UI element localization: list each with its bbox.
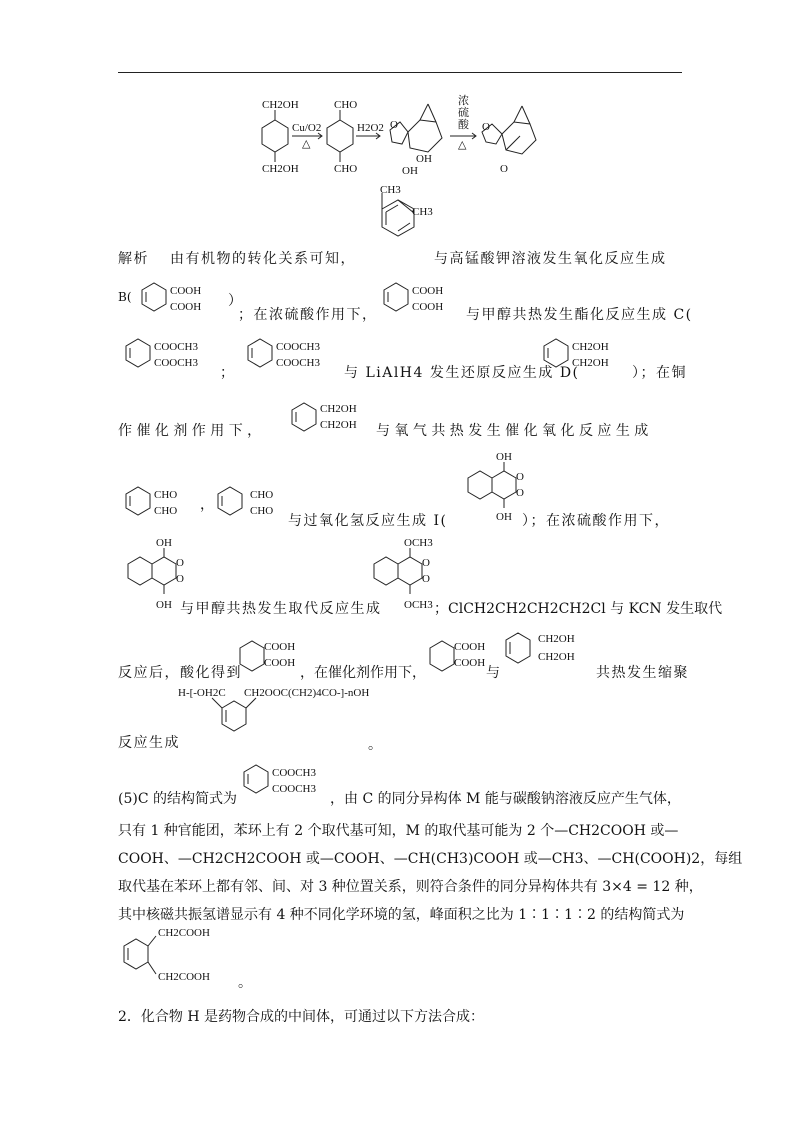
line2-text-a: ；在浓硫酸作用下， — [238, 307, 378, 323]
polymer-left: H-[-OH2C — [178, 687, 226, 699]
polyester-structure — [172, 684, 392, 744]
analysis-label: 解析 — [118, 251, 149, 267]
och3-bottom: OCH3 — [404, 599, 433, 611]
line7-text-c: 与 — [486, 665, 500, 681]
cooch3-2: COOCH3 — [276, 357, 321, 369]
part5-end: 。 — [238, 975, 252, 991]
line7-text-b: ，在催化剂作用下， — [300, 665, 426, 681]
b-prefix: B( — [118, 290, 132, 304]
line7-text-a: 反应后，酸化得到 — [118, 665, 242, 681]
part5-line1-b: ，由 C 的同分异构体 M 能与碳酸钠溶液反应产生气体， — [330, 791, 681, 807]
cho-1: CHO — [154, 489, 178, 501]
line5-text-c: ）；在浓硫酸作用下， — [522, 513, 670, 529]
question-2: 2．化合物 H 是药物合成的中间体，可通过以下方法合成： — [118, 1009, 485, 1025]
diol3-ch2oh-2: CH2OH — [538, 651, 575, 663]
part5-line5: 其中核磁共振氢谱显示有 4 种不同化学环境的氢，峰面积之比为 1∶1∶1∶2 的结构简式为 — [118, 907, 685, 923]
line5-text-a: ， — [200, 497, 214, 513]
d-ch2oh-2: CH2OH — [572, 357, 609, 369]
phthalic-acid-2 — [376, 278, 476, 318]
reagent3-char1: 浓 — [458, 95, 469, 107]
diol3-ch2oh-1: CH2OH — [538, 633, 575, 645]
oh-bottom-2: OH — [156, 599, 172, 611]
adipic-cooh-1: COOH — [264, 641, 296, 653]
i-oh-top: OH — [496, 451, 512, 463]
b-cooh-2: COOH — [170, 301, 202, 313]
d-ch2oh-1: CH2OH — [572, 341, 609, 353]
och3-top: OCH3 — [404, 537, 433, 549]
part5-line1-a: (5)C 的结构简式为 — [118, 791, 237, 807]
reagent3-char2: 硫 — [458, 107, 469, 119]
adipic-cooh-2: COOH — [264, 657, 296, 669]
c-cooch3-1: COOCH3 — [154, 341, 199, 353]
reagent3-bottom: △ — [458, 139, 467, 151]
mid-sub-bottom: CHO — [334, 163, 358, 175]
o-label-1: O — [390, 119, 398, 131]
cooh-1: COOH — [412, 285, 444, 297]
cho-4: CHO — [250, 505, 274, 517]
o-6: O — [422, 573, 430, 585]
polymer-right: CH2OOC(CH2)4CO-]-nOH — [244, 687, 370, 699]
o-4: O — [176, 573, 184, 585]
line3-text-a: ； — [220, 365, 234, 381]
o-xylene-structure — [362, 185, 442, 265]
i-o-1: O — [516, 471, 524, 483]
part5-line2: 只有 1 种官能团，苯环上有 2 个取代基可知，M 的取代基可能为 2 个—CH2COOH 或— — [118, 823, 679, 839]
reagent1-bottom: △ — [302, 138, 311, 150]
line6-text-a: 与甲醇共热发生取代反应生成 — [180, 601, 382, 617]
dimethyl-phthalate-c — [118, 334, 228, 374]
part5-dimethyl-phthalate — [236, 760, 336, 800]
peroxide-i — [458, 452, 528, 528]
p5-cooch3-1: COOCH3 — [272, 767, 317, 779]
line7-text-d: 共热发生缩聚 — [596, 665, 689, 681]
line4-text-b: 与 氧 气 共 热 发 生 催 化 氧 化 反 应 生 成 — [376, 423, 649, 439]
oh-label-2: OH — [402, 165, 418, 177]
oh-label-1: OH — [416, 153, 432, 165]
dialdehyde-1 — [118, 482, 208, 522]
oh-top-2: OH — [156, 537, 172, 549]
adipic-cooh-3: COOH — [454, 641, 486, 653]
reaction-scheme — [230, 92, 560, 182]
ans-ch2cooh-1: CH2COOH — [158, 927, 210, 939]
diol-d — [536, 334, 636, 374]
peroxide-2 — [118, 538, 188, 614]
line3-text-b: 与 LiAlH4 发生还原反应生成 D( — [344, 365, 580, 381]
o-label-3: O — [500, 163, 508, 175]
part5-line3: COOH、—CH2CH2COOH 或—COOH、—CH(CH3)COOH 或—CH3、—CH(COOH)2，每组 — [118, 851, 743, 867]
o-3: O — [176, 557, 184, 569]
line2-text-b: 与甲醇共热发生酯化反应生成 C( — [466, 307, 693, 323]
line8-text-a: 反应生成 — [118, 735, 180, 751]
line6-text-b: ；ClCH2CH2CH2CH2Cl 与 KCN 发生取代 — [434, 601, 723, 617]
i-oh-bottom: OH — [496, 511, 512, 523]
dimethyl-phthalate-2 — [240, 334, 350, 374]
cooch3-1: COOCH3 — [276, 341, 321, 353]
adipic-cooh-4: COOH — [454, 657, 486, 669]
cooh-2: COOH — [412, 301, 444, 313]
i-o-2: O — [516, 487, 524, 499]
cho-2: CHO — [154, 505, 178, 517]
reagent2: H2O2 — [357, 122, 384, 134]
ch3-b: CH3 — [412, 206, 433, 218]
line3-text-c: ）；在铜 — [632, 365, 687, 381]
ans-ch2cooh-2: CH2COOH — [158, 971, 210, 983]
line8-text-b: 。 — [368, 737, 382, 753]
part5-line4: 取代基在苯环上都有邻、间、对 3 种位置关系，则符合条件的同分异构体共有 3×4 = 12 种， — [118, 879, 703, 895]
reagent1-top: Cu/O2 — [292, 122, 322, 134]
line5-text-b: 与过氧化氢反应生成 I( — [288, 513, 448, 529]
o-label-2: O — [482, 121, 490, 133]
diol-3 — [500, 626, 600, 672]
answer-structure — [118, 922, 248, 986]
o-5: O — [422, 557, 430, 569]
ch2oh-1: CH2OH — [320, 403, 357, 415]
line1-text: 与高锰酸钾溶液发生氧化反应生成 — [434, 251, 667, 267]
line4-text-a: 作 催 化 剂 作 用 下 ， — [118, 423, 262, 439]
ch2oh-2: CH2OH — [320, 419, 357, 431]
start-sub-top: CH2OH — [262, 99, 299, 111]
b-suffix: ） — [228, 293, 242, 309]
start-sub-bottom: CH2OH — [262, 163, 299, 175]
b-cooh-1: COOH — [170, 285, 202, 297]
c-cooch3-2: COOCH3 — [154, 357, 199, 369]
p5-cooch3-2: COOCH3 — [272, 783, 317, 795]
dialdehyde-2 — [210, 482, 300, 522]
ch3-a: CH3 — [380, 184, 401, 196]
cho-3: CHO — [250, 489, 274, 501]
header-rule — [118, 72, 682, 73]
mid-sub-top: CHO — [334, 99, 358, 111]
analysis-intro: 由有机物的转化关系可知， — [170, 251, 356, 267]
reagent3-char3: 酸 — [458, 119, 469, 131]
diol-2 — [284, 398, 384, 438]
